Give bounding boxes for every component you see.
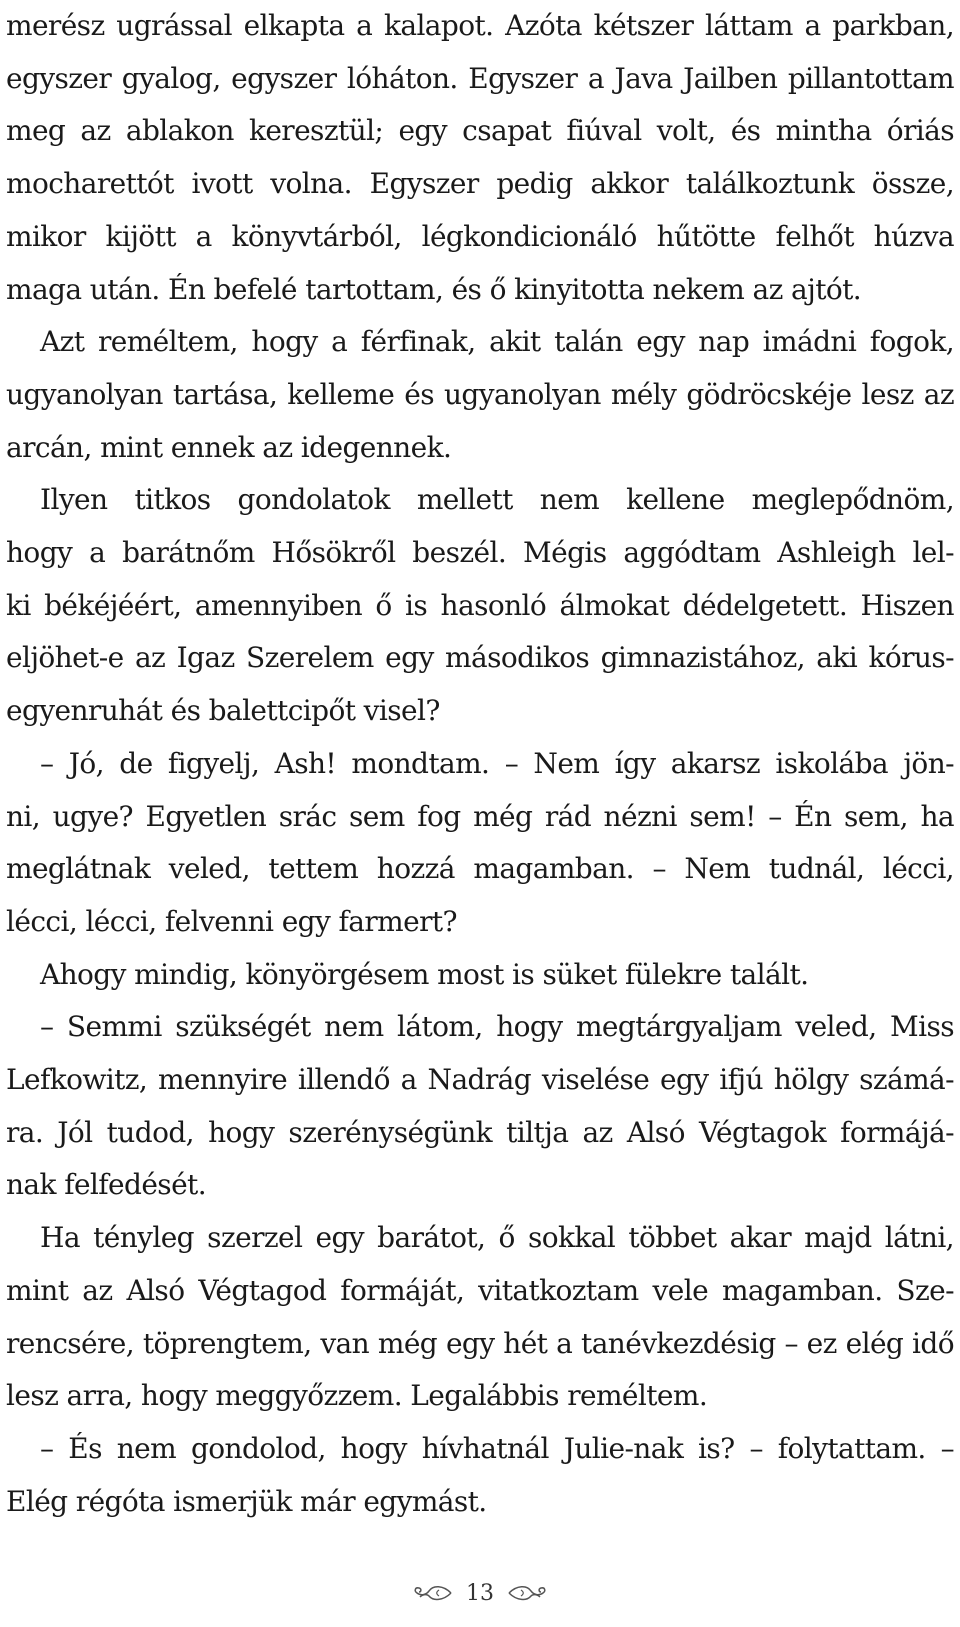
- text-line: maga után. Én befelé tartottam, és ő kinyitotta nekem az ajtót.: [6, 272, 862, 306]
- text-line: ra. Jól tudod, hogy szerénységünk tiltja az Alsó Végtagok formájá-: [6, 1115, 954, 1149]
- text-line: Ha tényleg szerzel egy barátot, ő sokkal többet akar majd látni,: [40, 1221, 954, 1255]
- text-line: lécci, lécci, felvenni egy farmert?: [6, 904, 457, 938]
- flourish-right-icon: [507, 1582, 551, 1604]
- text-line: mocharettót ivott volna. Egyszer pedig akkor találkoztunk össze,: [6, 167, 954, 201]
- text-line: – Semmi szükségét nem látom, hogy megtárgyaljam veled, Miss: [40, 1010, 954, 1044]
- page-number: 13: [466, 1580, 494, 1606]
- text-line: arcán, mint ennek az idegennek.: [6, 430, 452, 464]
- text-line: Lefkowitz, mennyire illendő a Nadrág viselése egy ifjú hölgy számá-: [6, 1063, 954, 1096]
- text-line: lesz arra, hogy meggyőzzem. Legalábbis reméltem.: [6, 1379, 708, 1413]
- text-line: Ilyen titkos gondolatok mellett nem kellene meglepődnöm,: [40, 483, 954, 517]
- text-line: mikor kijött a könyvtárból, légkondicionáló hűtötte felhőt húzva: [6, 219, 954, 253]
- text-line: Elég régóta ismerjük már egymást.: [6, 1484, 487, 1518]
- text-line: Azt reméltem, hogy a férfinak, akit talán egy nap imádni fogok,: [40, 325, 954, 359]
- text-line: nak felfedését.: [6, 1168, 207, 1202]
- text-line: eljöhet-e az Igaz Szerelem egy másodikos gimnazistához, aki kórus-: [6, 641, 954, 675]
- text-line: – És nem gondolod, hogy hívhatnál Julie-nak is? – folytattam. –: [40, 1431, 954, 1465]
- text-line: rencsére, töprengtem, van még egy hét a tanévkezdésig – ez elég idő: [6, 1326, 954, 1360]
- text-line: – Jó, de figyelj, Ash! mondtam. – Nem így akarsz iskolába jön-: [40, 746, 954, 780]
- text-line: mint az Alsó Végtagod formáját, vitatkoztam vele magamban. Sze-: [6, 1273, 954, 1307]
- text-line: meglátnak veled, tettem hozzá magamban. – Nem tudnál, lécci,: [6, 852, 954, 886]
- text-line: ni, ugye? Egyetlen srác sem fog még rád nézni sem! – Én sem, ha: [6, 799, 954, 833]
- text-line: Ahogy mindig, könyörgésem most is süket fülekre talált.: [40, 957, 809, 991]
- text-line: merész ugrással elkapta a kalapot. Azóta kétszer láttam a parkban,: [6, 9, 954, 42]
- text-line: ki békéjéért, amennyiben ő is hasonló álmokat dédelgetett. Hiszen: [6, 588, 954, 622]
- flourish-left-icon: [409, 1582, 453, 1604]
- text-line: egyenruhát és balettcipőt visel?: [6, 694, 440, 728]
- text-line: hogy a barátnőm Hősökről beszél. Mégis aggódtam Ashleigh lel-: [6, 536, 954, 569]
- text-line: egyszer gyalog, egyszer lóháton. Egyszer a Java Jailben pillantottam: [6, 61, 954, 95]
- page-footer: [0, 1580, 960, 1620]
- text-line: ugyanolyan tartása, kelleme és ugyanolyan mély gödröcskéje lesz az: [6, 377, 954, 411]
- text-line: meg az ablakon keresztül; egy csapat fiúval volt, és mintha óriás: [6, 114, 954, 148]
